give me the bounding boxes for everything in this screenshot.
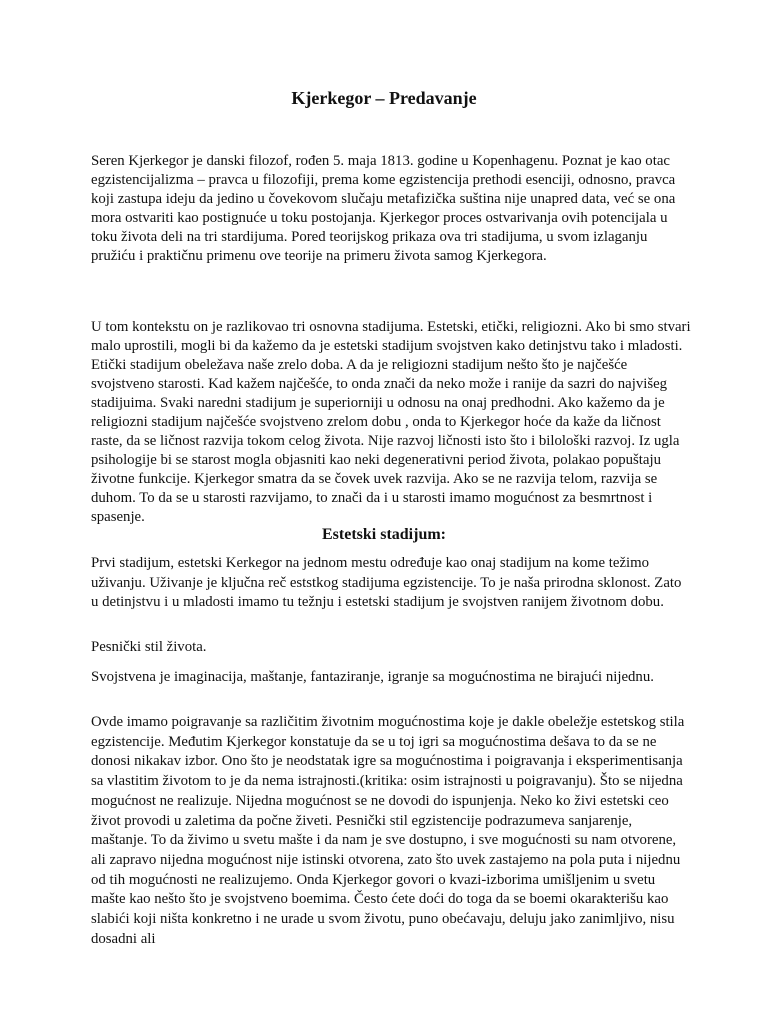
- paragraph-intro: Seren Kjerkegor je danski filozof, rođen 5. maja 1813. godine u Kopenhagenu. Poznat je kao otac egzistencijalizma – pravca u filozofiji, prema kome egzistencija prethodi esenciji, odnosno, pravca koji zastupa ideju da jedino u čovekovom slučaju metafizička suština nije unapred data, već se ona mora ostvariti kao postignuće u toku postojanja. Kjerkegor proces ostvarivanja ovih potencijala u toku života deli na tri stardijuma. Pored teorijskog prikaza ova tri stadijuma, u svom izlaganju pružiću i praktičnu primenu ove teorije na primeru života samog Kjerkegora.: [91, 153, 676, 264]
- paragraph-aesthetic-definition: Prvi stadijum, estetski Kerkegor na jednom mestu određuje kao onaj stadijum na kome težimo uživanju. Uživanje je ključna reč eststkog stadijuma egzistencije. To je naša prirodna sklonost. Zato u detinjstvu i u mladosti imamo tu težnju i estetski stadijum je svojstven ranijem životnom dobu.: [91, 555, 682, 611]
- paragraph-poetic-lifestyle: Pesnički stil života.: [91, 639, 207, 655]
- document-title: Kjerkegor – Predavanje: [291, 88, 477, 108]
- paragraph-possibilities: Ovde imamo poigravanje sa različitim životnim mogućnostima koje je dakle obeležje estetskog stila egzistencije. Međutim Kjerkegor konstatuje da se u toj igri sa mogućnostima dešava to da se ne donosi nikakav izbor. Ono što je neodstatak igre sa mogućnostima i poigravanja i eksperimentisanja sa vlastitim životom to je da nema istrajnosti.(kritika: osim istrajnosti u poigravanju). Što se nijedna mogućnost ne realizuje. Nijedna mogućnost se ne dovodi do ispunjenja. Neko ko živi estetski ceo život provodi u zaletima da počne živeti. Pesnički stil egzistencije podrazumeva sanjarenje, maštanje. To da živimo u svetu mašte i da nam je sve dostupno, i sve mogućnosti su nam otvorene, ali zapravo nijedna mogućnost nije istinski otvorena, zato što uvek zastajemo na pola puta i nijednu od tih mogućnosti ne realizujemo. Onda Kjerkegor govori o kvazi-izborima umišljenim u svetu mašte kao nešto što je svojstveno boemima. Često ćete doći do toga da se boemi okarakterišu kao slabići koji ništa konkretno i ne urade u svom životu, puno obećavaju, deluju jako zanimljivo, nisu dosadni ali: [91, 714, 685, 947]
- section-heading-aesthetic-stage: Estetski stadijum:: [321, 526, 446, 543]
- paragraph-imagination: Svojstvena je imaginacija, maštanje, fantaziranje, igranje sa mogućnostima ne birajući nijednu.: [91, 669, 654, 685]
- paragraph-stages-overview: U tom kontekstu on je razlikovao tri osnovna stadijuma. Estetski, etički, religiozni. Ako bi smo stvari malo uprostili, mogli bi da kažemo da je estetski stadijum svojstven kako detinjstvu tako i mladosti. Etički stadijum obeležava naše zrelo doba. A da je religiozni stadijum nešto što je najčešće svojstveno starosti. Kad kažem najčešće, to onda znači da neko može i ranije da sazri do najvišeg stadijuima. Svaki naredni stadijum je superiorniji u odnosu na onaj predhodni. Ako kažemo da je religiozni stadijum najčešće svojstveno zrelom dobu , onda to Kjerkegor hoće da kaže da ličnost raste, da se ličnost razvija tokom celog života. Nije razvoj ličnosti isto što i bilološki razvoj. Iz ugla psihologije bi se starost mogla objasniti kao neki degenerativni period života, polakao popuštaju životne funkcije. Kjerkegor smatra da se čovek uvek razvija. Ako se ne razvija telom, razvija se duhom. To da se u starosti razvijamo, to znači da i u starosti imamo mogućnost za besmrtnost i spasenje.: [91, 319, 691, 525]
